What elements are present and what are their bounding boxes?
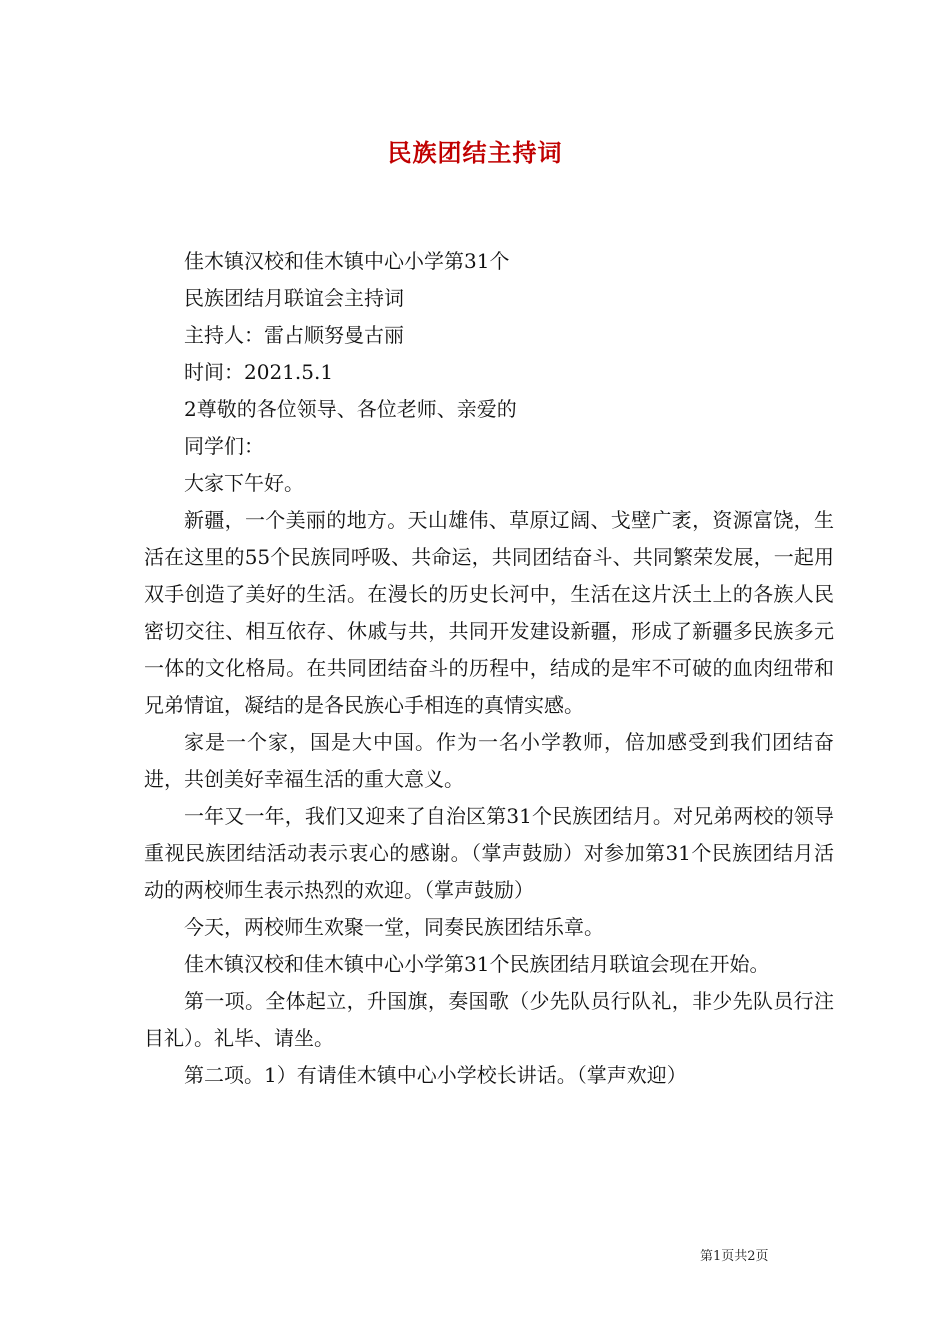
paragraph-12: 佳木镇汉校和佳木镇中心小学第31个民族团结月联谊会现在开始。 [184,952,770,976]
paragraph-4: 时间：2021.5.1 [184,360,334,384]
paragraph-13: 第一项。全体起立，升国旗，奏国歌（少先队员行队礼，非少先队员行注目礼）。礼毕、请坐。 [144,989,834,1050]
document-body [144,243,834,1094]
paragraph-2: 民族团结月联谊会主持词 [184,286,404,310]
paragraph-6: 同学们： [184,434,264,458]
paragraph-14: 第二项。1）有请佳木镇中心小学校长讲话。（掌声欢迎） [184,1063,687,1087]
paragraph-5: 2尊敬的各位领导、各位老师、亲爱的 [184,397,517,421]
paragraph-9: 家是一个家，国是大中国。作为一名小学教师，倍加感受到我们团结奋进，共创美好幸福生活的重大意义。 [144,730,834,791]
paragraph-1: 佳木镇汉校和佳木镇中心小学第31个 [184,249,510,273]
paragraph-11: 今天，两校师生欢聚一堂，同奏民族团结乐章。 [184,915,604,939]
page-number-footer: 第1页共2页 [700,1249,769,1264]
document-title: 民族团结主持词 [387,138,563,167]
paragraph-8: 新疆，一个美丽的地方。天山雄伟、草原辽阔、戈壁广袤，资源富饶，生活在这里的55个民族同呼吸、共命运，共同团结奋斗、共同繁荣发展，一起用双手创造了美好的生活。在漫长的历史长河中，生活在这片沃土上的各族人民密切交往、相互依存、休戚与共，共同开发建设新疆，形成了新疆多民族多元一体的文化格局。在共同团结奋斗的历程中，结成的是牢不可破的血肉纽带和兄弟情谊，凝结的是各民族心手相连的真情实感。 [144,508,834,717]
paragraph-3: 主持人：雷占顺努曼古丽 [184,323,404,347]
paragraph-7: 大家下午好。 [184,471,304,495]
paragraph-10: 一年又一年，我们又迎来了自治区第31个民族团结月。对兄弟两校的领导重视民族团结活动表示衷心的感谢。（掌声鼓励）对参加第31个民族团结月活动的两校师生表示热烈的欢迎。（掌声鼓励） [144,804,834,902]
